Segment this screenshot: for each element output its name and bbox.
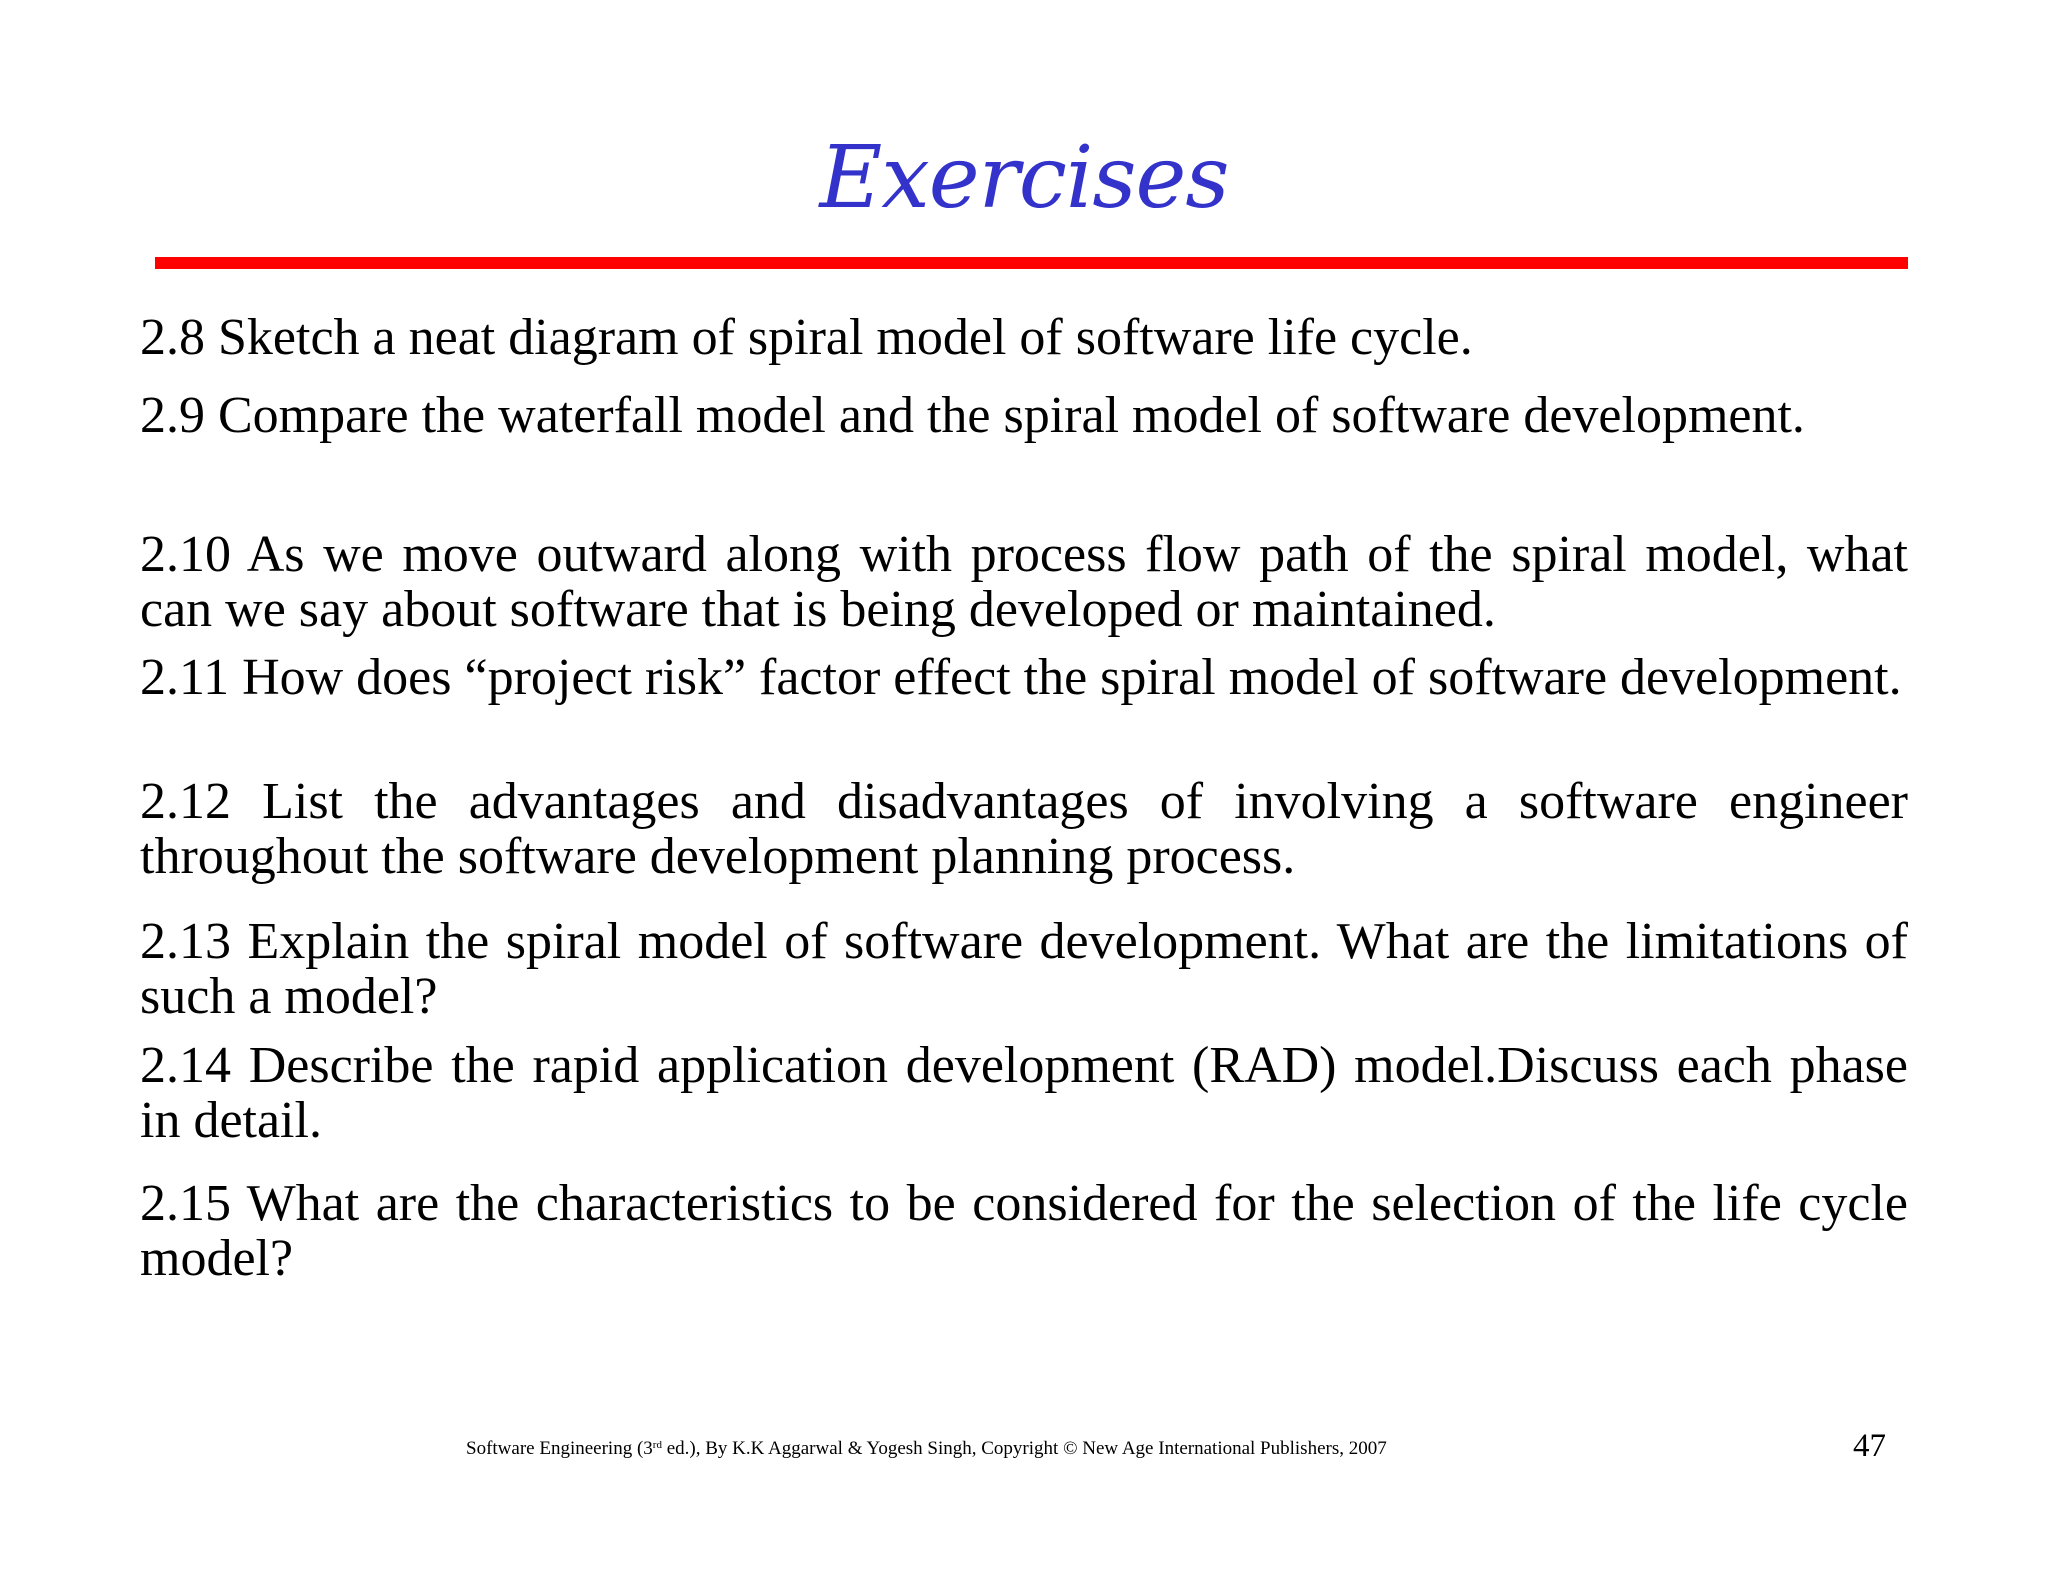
exercise-item-2-11: 2.11 How does “project risk” factor effect the spiral model of software development.: [140, 649, 1902, 706]
title-divider: [155, 257, 1908, 269]
exercise-item-2-15: 2.15 What are the characteristics to be considered for the selection of the life cycle model?: [140, 1175, 1908, 1287]
footer-citation-start: Software Engineering (3: [466, 1438, 653, 1459]
footer-citation-end: ed.), By K.K Aggarwal & Yogesh Singh, Copyright © New Age International Publishers, 2007: [661, 1438, 1387, 1459]
exercise-item-2-14: 2.14 Describe the rapid application development (RAD) model.Discuss each phase in detail.: [140, 1037, 1908, 1149]
exercise-item-2-13: 2.13 Explain the spiral model of software development. What are the limitations of such a model?: [140, 913, 1908, 1025]
exercise-item-2-8: 2.8 Sketch a neat diagram of spiral model of software life cycle.: [140, 309, 1473, 366]
page-number: 47: [1853, 1428, 1886, 1464]
slide-title: Exercises: [819, 128, 1229, 228]
exercise-item-2-12: 2.12 List the advantages and disadvantages of involving a software engineer throughout the software development planning process.: [140, 773, 1908, 885]
footer-citation: [466, 1437, 1387, 1461]
exercise-item-2-10: 2.10 As we move outward along with process flow path of the spiral model, what can we say about software that is being developed or maintained.: [140, 526, 1908, 638]
footer-superscript: rd: [652, 1439, 662, 1451]
exercise-item-2-9: 2.9 Compare the waterfall model and the spiral model of software development.: [140, 387, 1805, 444]
